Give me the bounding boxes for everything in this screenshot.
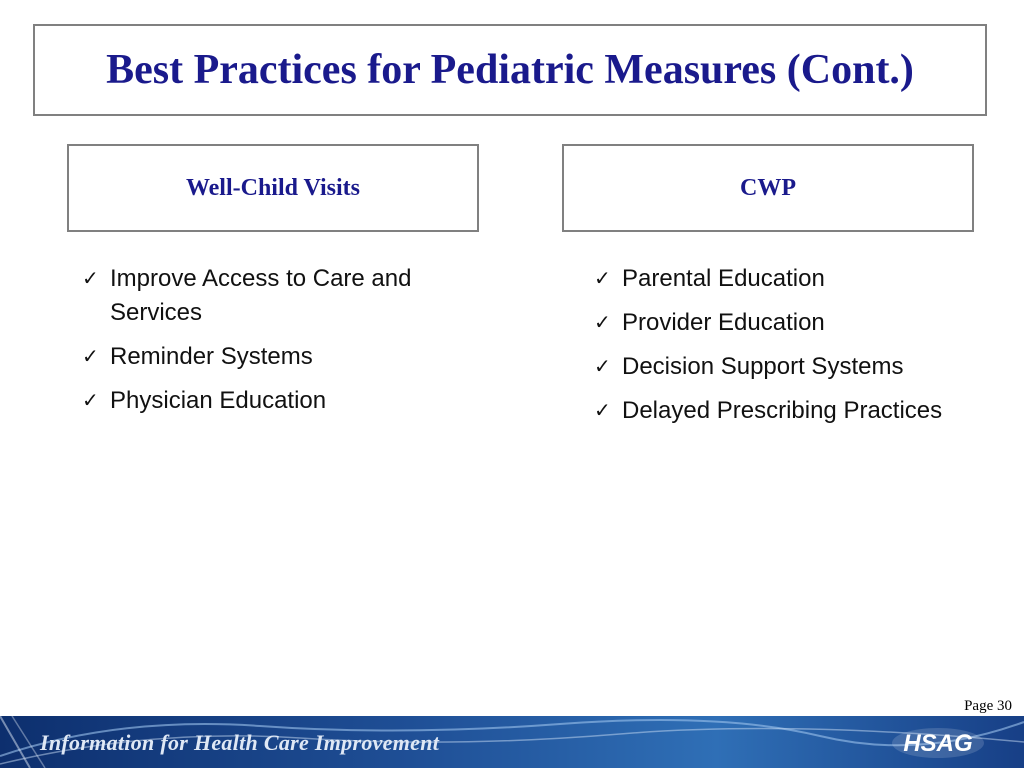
list-item <box>82 384 492 418</box>
cwp-list <box>594 262 994 438</box>
check-mark-icon: ✓ <box>82 346 99 368</box>
check-mark-icon: ✓ <box>82 390 99 412</box>
column-header-well-child-visits: Well-Child Visits <box>67 144 479 232</box>
check-mark-icon: ✓ <box>594 268 611 290</box>
list-item <box>594 350 994 384</box>
slide-title: Best Practices for Pediatric Measures (Cont.) <box>106 47 914 93</box>
page-number: Page 30 <box>964 698 1012 714</box>
list-item-text: Reminder Systems <box>110 343 313 370</box>
list-item-text: Provider Education <box>622 309 825 336</box>
list-item-text: Decision Support Systems <box>622 353 904 380</box>
list-item-text: Parental Education <box>622 265 825 292</box>
hsag-logo <box>890 726 986 760</box>
list-item <box>594 262 994 296</box>
list-item <box>82 262 492 330</box>
well-child-visits-list <box>82 262 492 428</box>
check-mark-icon: ✓ <box>594 356 611 378</box>
list-item <box>594 306 994 340</box>
check-mark-icon: ✓ <box>594 400 611 422</box>
list-item-text: Delayed Prescribing Practices <box>622 397 943 424</box>
list-item <box>82 340 492 374</box>
check-mark-icon: ✓ <box>594 312 611 334</box>
title-box <box>33 24 987 116</box>
check-mark-icon: ✓ <box>82 268 99 290</box>
list-item-text: Physician Education <box>110 387 327 414</box>
hsag-logo-text: HSAG <box>903 730 973 757</box>
footer-tagline: Information for Health Care Improvement <box>40 730 440 755</box>
footer-banner <box>0 716 1024 768</box>
list-item <box>594 394 994 428</box>
list-item-text: Improve Access to Care and Services <box>110 265 412 326</box>
column-header-cwp: CWP <box>562 144 974 232</box>
